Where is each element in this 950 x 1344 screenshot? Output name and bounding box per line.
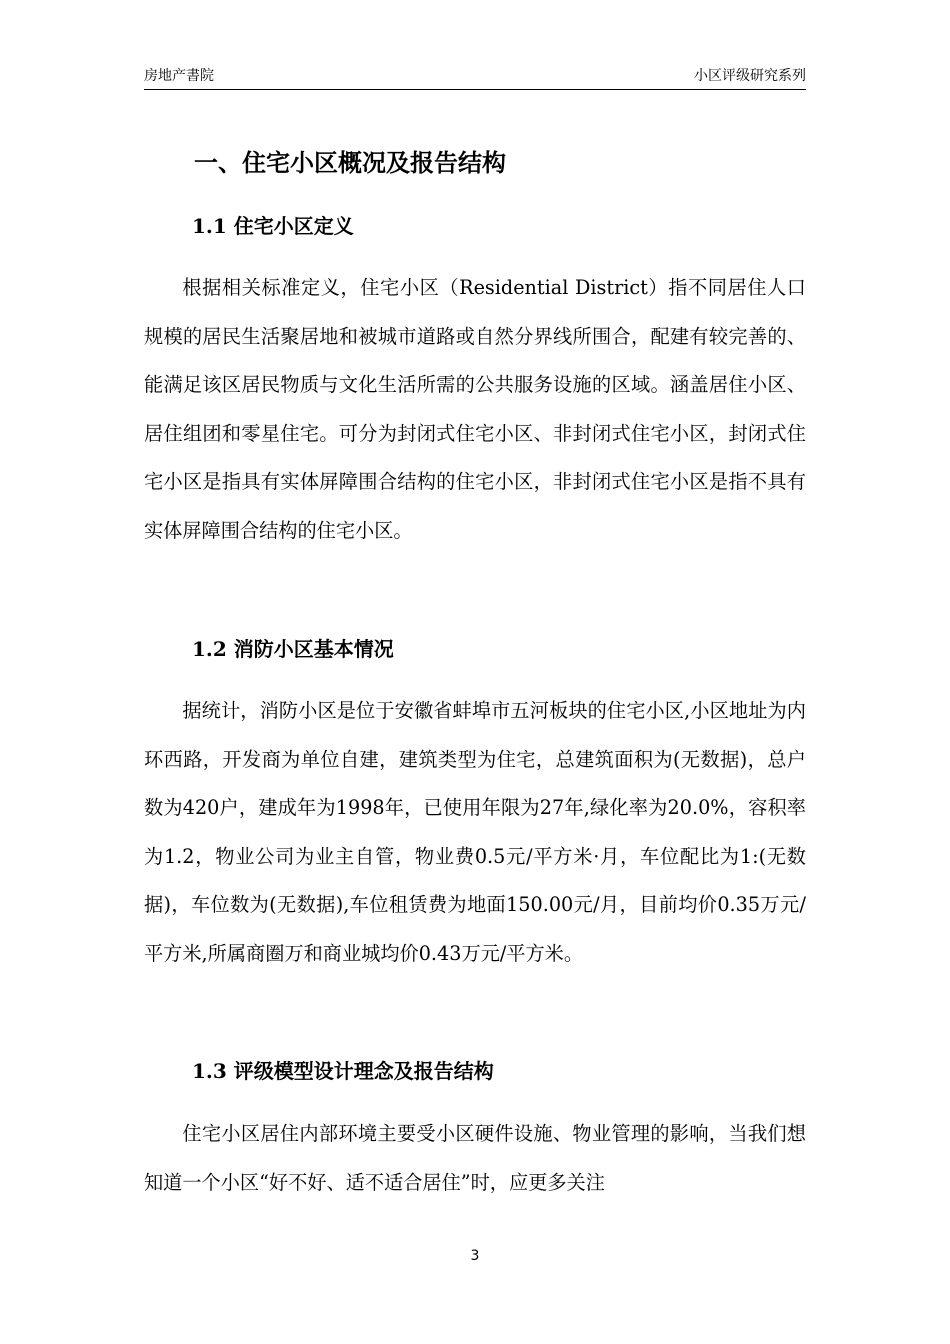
section-heading-1-3: 1.3 评级模型设计理念及报告结构: [192, 1059, 494, 1083]
section-heading-1-2: 1.2 消防小区基本情况: [192, 637, 394, 661]
section-paragraph-1-3: 住宅小区居住内部环境主要受小区硬件设施、物业管理的影响，当我们想知道一个小区“好不好、适不适合居住”时，应更多关注: [144, 1122, 806, 1194]
header-divider: [144, 89, 806, 90]
header-left-title: 房地产書院: [144, 68, 214, 84]
chapter-title: 一、住宅小区概况及报告结构: [194, 148, 506, 177]
section-paragraph-1-2: 据统计，消防小区是位于安徽省蚌埠市五河板块的住宅小区,小区地址为内环西路，开发商为单位自建，建筑类型为住宅，总建筑面积为(无数据)，总户数为420户，建成年为1998年，已使用年限为27年,绿化率为20.0%，容积率为1.2，物业公司为业主自管，物业费0.5元/平方米·月，车位配比为1:(无数据)，车位数为(无数据),车位租赁费为地面150.00元/月，目前均价0.35万元/平方米,所属商圈万和商业城均价0.43万元/平方米。: [144, 699, 806, 965]
section-paragraph-1-1: 根据相关标准定义，住宅小区（Residential District）指不同居住人口规模的居民生活聚居地和被城市道路或自然分界线所围合，配建有较完善的、能满足该区居民物质与文化生活所需的公共服务设施的区域。涵盖居住小区、居住组团和零星住宅。可分为封闭式住宅小区、非封闭式住宅小区，封闭式住宅小区是指具有实体屏障围合结构的住宅小区，非封闭式住宅小区是指不具有实体屏障围合结构的住宅小区。: [144, 276, 806, 542]
header-right-title: 小区评级研究系列: [694, 68, 806, 84]
section-heading-1-1: 1.1 住宅小区定义: [192, 214, 354, 238]
page-number: 3: [470, 1248, 480, 1264]
